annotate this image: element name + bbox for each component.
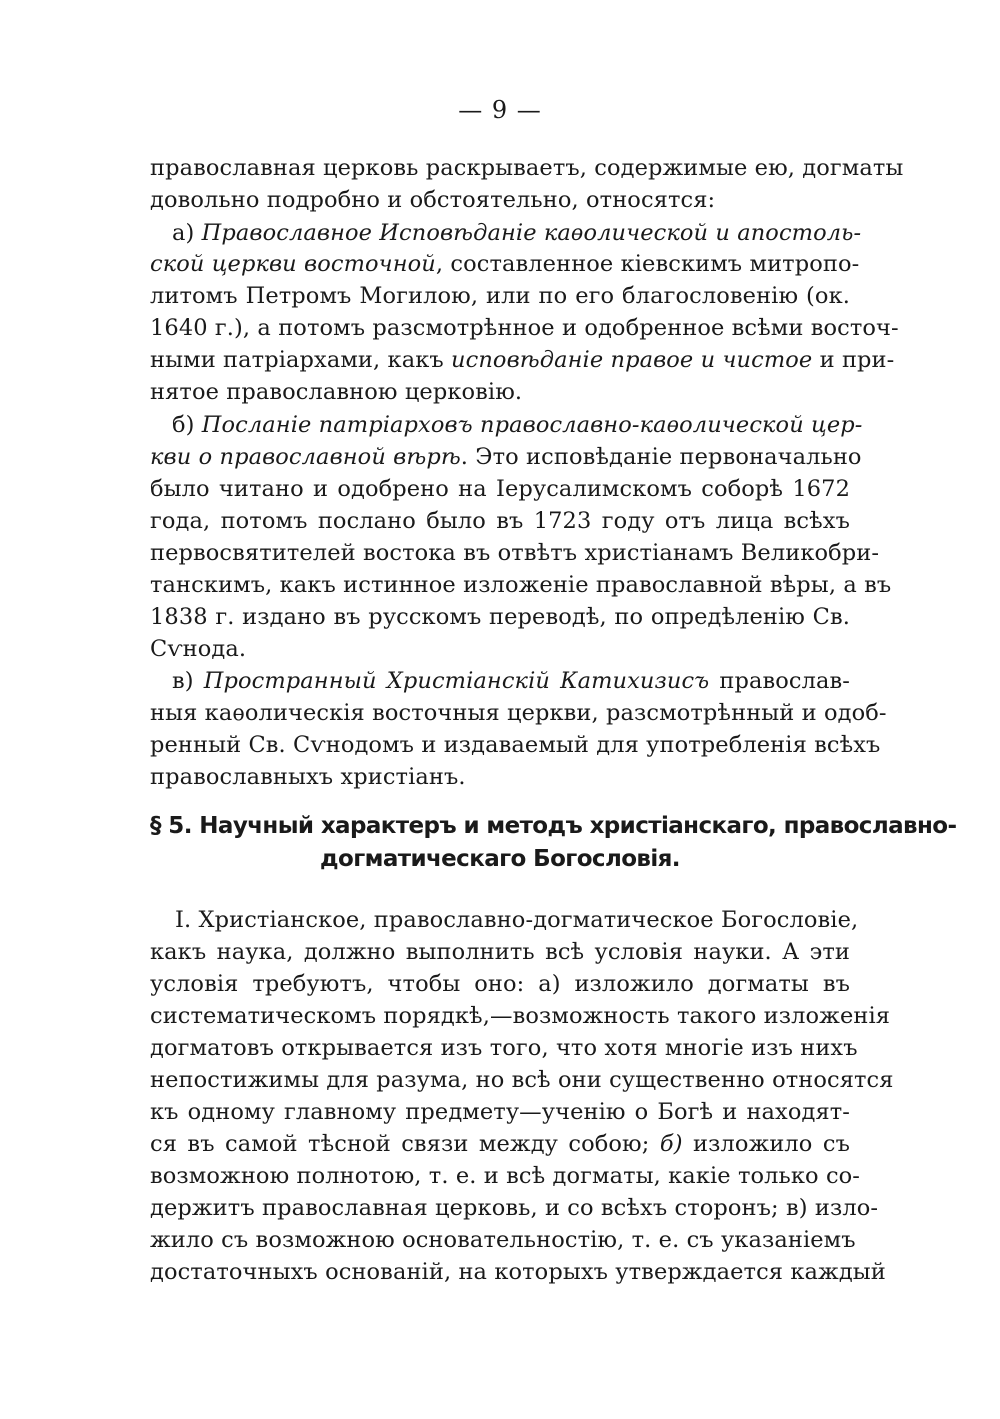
item-a-title-part: Православное Исповѣданіе каѳолической и апостоль- (201, 220, 862, 246)
item-b-marker: б) (172, 412, 202, 438)
item-b-line: танскимъ, какъ истинное изложеніе православной вѣры, а въ (150, 572, 892, 598)
section-heading: § 5. Научный характеръ и методъ христіанскаго, православно- (150, 813, 957, 839)
item-a-line: нятое православною церковію. (150, 379, 523, 405)
item-b-line: 1838 г. издано въ русскомъ переводѣ, по опредѣленію Св. (150, 604, 850, 630)
item-b-title-part: Посланіе патріарховъ православно-каѳолической цер- (201, 412, 863, 438)
item-a-line (150, 247, 860, 281)
item-b-title-part: кви о православной вѣрѣ (150, 444, 461, 470)
item-b-line: было читано и одобрено на Іерусалимскомъ соборѣ 1672 (150, 476, 850, 502)
item-c-marker: в) (172, 668, 204, 694)
body-line: достаточныхъ основаній, на которыхъ утверждается каждый (150, 1259, 886, 1285)
item-c-title: Пространный Христіанскій Катихизисъ (203, 668, 710, 694)
body-text: изложило съ (682, 1131, 850, 1157)
page-number: — 9 — (458, 96, 542, 124)
body-line: держитъ православная церковь, и со всѣхъ сторонъ; в) изло- (150, 1195, 879, 1221)
section-heading: догматическаго Богословія. (320, 846, 680, 872)
body-line: условія требуютъ, чтобы оно: а) изложило догматы въ (150, 971, 850, 997)
body-line: жило съ возможною основательностію, т. е. съ указаніемъ (150, 1227, 856, 1253)
body-emphasis: б) (659, 1131, 683, 1157)
item-a-line: литомъ Петромъ Могилою, или по его благословенію (ок. (150, 283, 850, 309)
item-a-line: 1640 г.), а потомъ разсмотрѣнное и одобренное всѣми восточ- (150, 315, 899, 341)
body-line: возможною полнотою, т. е. и всѣ догматы, какіе только со- (150, 1163, 860, 1189)
item-a-marker: а) (172, 220, 202, 246)
item-a-text: и при- (812, 347, 895, 373)
body-line: догматовъ открывается изъ того, что хотя многіе изъ нихъ (150, 1035, 858, 1061)
item-c-text: православ- (709, 668, 850, 694)
item-c-line: ренный Св. Сѵнодомъ и издаваемый для употребленія всѣхъ (150, 732, 881, 758)
item-c-line (172, 664, 850, 698)
item-a-title-part: ской церкви восточной (150, 251, 436, 277)
body-line: І. Христіанское, православно-догматическое Богословіе, (175, 907, 859, 933)
paragraph-line: православная церковь раскрываетъ, содержимые ею, догматы (150, 155, 904, 181)
paragraph-line: довольно подробно и обстоятельно, относятся: (150, 187, 716, 213)
item-a-line (150, 343, 895, 377)
item-a-emphasis: исповѣданіе правое и чистое (451, 347, 813, 373)
item-b-line (150, 440, 862, 474)
body-line: непостижимы для разума, но всѣ они существенно относятся (150, 1067, 894, 1093)
item-b-line (172, 408, 863, 442)
item-c-line: ныя каѳолическія восточныя церкви, разсмотрѣнный и одоб- (150, 700, 887, 726)
item-a-text: ными патріархами, какъ (150, 347, 452, 373)
body-line: какъ наука, должно выполнить всѣ условія науки. А эти (150, 939, 850, 965)
item-b-line: первосвятителей востока въ отвѣтъ христіанамъ Великобри- (150, 540, 880, 566)
item-a-text: , составленное кіевскимъ митропо- (435, 251, 860, 277)
body-line: къ одному главному предмету—ученію о Богѣ и находят- (150, 1099, 850, 1125)
item-b-line: года, потомъ послано было въ 1723 году отъ лица всѣхъ (150, 508, 850, 534)
body-text: ся въ самой тѣсной связи между собою; (150, 1131, 660, 1157)
body-line: систематическомъ порядкѣ,—возможность такого изложенія (150, 1003, 891, 1029)
item-b-text: . Это исповѣданіе первоначально (460, 444, 862, 470)
item-a-line (172, 216, 862, 250)
item-b-line: Сѵнода. (150, 636, 247, 662)
item-c-line: православныхъ христіанъ. (150, 764, 466, 790)
body-line (150, 1127, 850, 1161)
